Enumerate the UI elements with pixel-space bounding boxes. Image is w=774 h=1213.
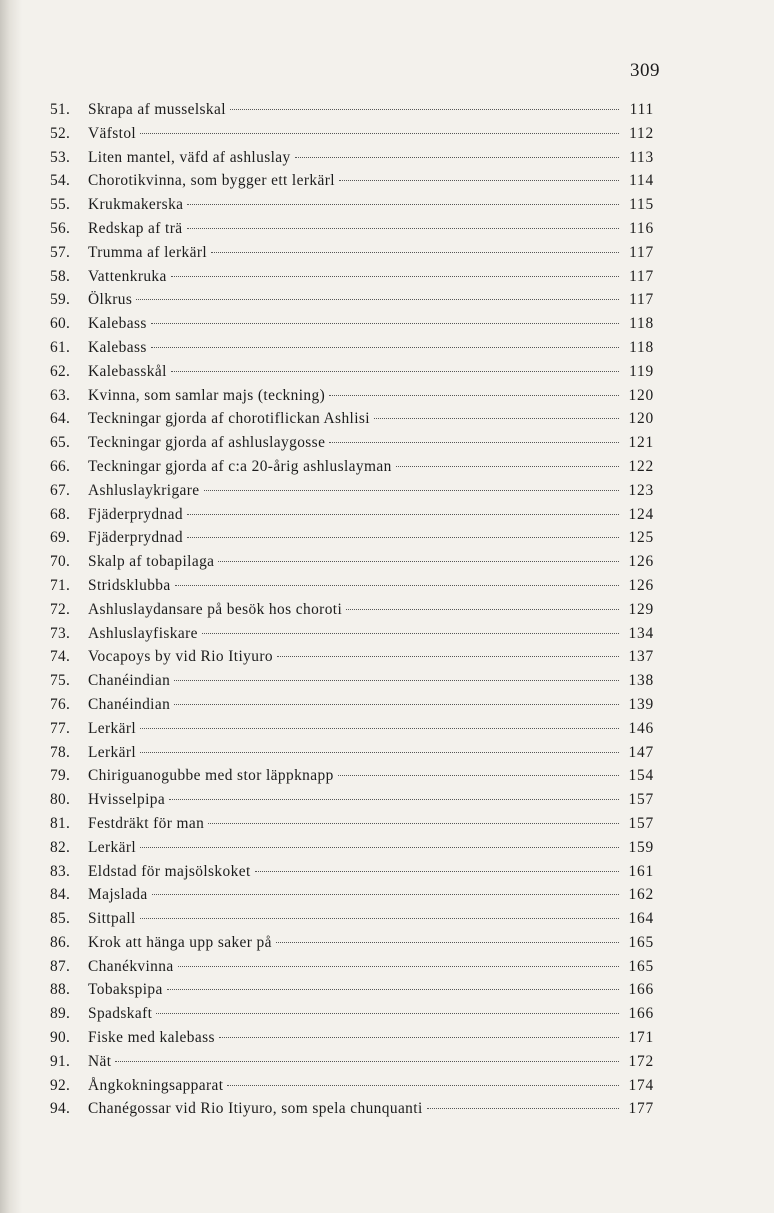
dot-leader — [329, 395, 619, 396]
entry-title: Ashluslaykrigare — [88, 481, 200, 499]
entry-number: 64. — [50, 410, 71, 428]
entry-page-number: 124 — [628, 505, 654, 523]
list-item — [50, 220, 654, 244]
entry-page-number: 139 — [628, 695, 654, 713]
entry-page-number: 162 — [628, 886, 654, 904]
entry-page-number: 120 — [628, 386, 654, 404]
dot-leader — [339, 180, 619, 181]
list-item — [50, 910, 654, 934]
list-item — [50, 458, 654, 482]
dot-leader — [277, 656, 619, 657]
dot-leader — [156, 1013, 619, 1014]
entry-page-number: 146 — [628, 719, 654, 737]
entry-page-number: 113 — [629, 148, 654, 166]
dot-leader — [295, 157, 619, 158]
dot-leader — [151, 347, 619, 348]
entry-title: Liten mantel, väfd af ashluslay — [88, 148, 291, 166]
entry-page-number: 119 — [629, 362, 654, 380]
entry-title: Fjäderprydnad — [88, 505, 183, 523]
dot-leader — [140, 752, 619, 753]
dot-leader — [204, 490, 619, 491]
entry-number: 72. — [50, 600, 71, 618]
dot-leader — [218, 561, 619, 562]
dot-leader — [167, 989, 619, 990]
entry-page-number: 166 — [628, 1005, 654, 1023]
entry-number: 85. — [50, 910, 71, 928]
entry-page-number: 166 — [628, 981, 654, 999]
entry-page-number: 164 — [628, 910, 654, 928]
entry-page-number: 134 — [628, 624, 654, 642]
list-item — [50, 434, 654, 458]
entry-number: 86. — [50, 933, 71, 951]
list-item — [50, 981, 654, 1005]
dot-leader — [171, 371, 619, 372]
list-item — [50, 553, 654, 577]
entry-page-number: 115 — [629, 196, 654, 214]
dot-leader — [187, 204, 619, 205]
entry-title: Kalebass — [88, 338, 147, 356]
entry-title: Trumma af lerkärl — [88, 243, 208, 261]
dot-leader — [152, 894, 619, 895]
entry-number: 54. — [50, 172, 71, 190]
list-item — [50, 863, 654, 887]
dot-leader — [230, 109, 619, 110]
entry-page-number: 117 — [629, 267, 654, 285]
entry-page-number: 126 — [628, 576, 654, 594]
list-item — [50, 244, 654, 268]
list-item — [50, 1005, 654, 1029]
entry-number: 80. — [50, 791, 71, 809]
entry-number: 56. — [50, 219, 71, 237]
entry-title: Hvisselpipa — [88, 791, 166, 809]
entry-number: 55. — [50, 196, 71, 214]
list-item — [50, 696, 654, 720]
list-item — [50, 1077, 654, 1101]
entry-number: 62. — [50, 362, 71, 380]
entry-number: 76. — [50, 695, 71, 713]
entry-page-number: 161 — [628, 862, 654, 880]
list-item — [50, 387, 654, 411]
entry-page-number: 117 — [629, 243, 654, 261]
entry-number: 88. — [50, 981, 71, 999]
entry-number: 71. — [50, 576, 71, 594]
entry-page-number: 125 — [628, 529, 654, 547]
entry-number: 94. — [50, 1100, 71, 1118]
entry-title: Fiske med kalebass — [88, 1029, 215, 1047]
entry-number: 82. — [50, 838, 71, 856]
page-gutter-shadow — [0, 0, 22, 1213]
entry-page-number: 129 — [628, 600, 654, 618]
entry-number: 81. — [50, 814, 71, 832]
entry-number: 89. — [50, 1005, 71, 1023]
dot-leader — [427, 1108, 619, 1109]
dot-leader — [115, 1061, 619, 1062]
list-item — [50, 291, 654, 315]
dot-leader — [219, 1037, 619, 1038]
dot-leader — [187, 537, 619, 538]
entry-title: Chanékvinna — [88, 957, 174, 975]
dot-leader — [174, 704, 619, 705]
entry-number: 77. — [50, 719, 71, 737]
list-item — [50, 815, 654, 839]
list-item — [50, 410, 654, 434]
entry-page-number: 120 — [628, 410, 654, 428]
entry-title: Lerkärl — [88, 743, 137, 761]
entry-title: Krukmakerska — [88, 196, 184, 214]
entry-title: Kalebass — [88, 315, 147, 333]
entry-title: Kvinna, som samlar majs (teckning) — [88, 386, 326, 404]
entry-page-number: 114 — [629, 172, 654, 190]
entry-page-number: 121 — [628, 434, 654, 452]
entry-title: Ångkokningsapparat — [88, 1076, 224, 1094]
dot-leader — [140, 847, 619, 848]
dot-leader — [338, 775, 619, 776]
list-item — [50, 767, 654, 791]
entry-number: 66. — [50, 457, 71, 475]
entry-number: 90. — [50, 1029, 71, 1047]
list-item — [50, 363, 654, 387]
entry-page-number: 154 — [628, 767, 654, 785]
list-item — [50, 744, 654, 768]
entry-title: Chanéindian — [88, 695, 171, 713]
entry-title: Festdräkt för man — [88, 814, 205, 832]
list-item — [50, 672, 654, 696]
list-item — [50, 791, 654, 815]
entry-page-number: 171 — [628, 1029, 654, 1047]
page-number: 309 — [630, 60, 660, 81]
list-item — [50, 934, 654, 958]
dot-leader — [187, 228, 620, 229]
list-item — [50, 839, 654, 863]
entry-title: Ashluslaydansare på besök hos choroti — [88, 600, 343, 618]
entry-number: 52. — [50, 124, 71, 142]
entry-page-number: 165 — [628, 933, 654, 951]
entry-page-number: 116 — [629, 219, 654, 237]
entry-page-number: 157 — [628, 814, 654, 832]
entry-number: 59. — [50, 291, 71, 309]
entry-title: Vattenkruka — [88, 267, 167, 285]
entry-title: Lerkärl — [88, 719, 137, 737]
dot-leader — [346, 609, 619, 610]
entry-page-number: 118 — [629, 338, 654, 356]
list-item — [50, 172, 654, 196]
entry-number: 74. — [50, 648, 71, 666]
dot-leader — [329, 442, 619, 443]
entry-number: 63. — [50, 386, 71, 404]
list-item — [50, 125, 654, 149]
list-item — [50, 268, 654, 292]
entry-title: Teckningar gjorda af c:a 20-årig ashluslayman — [88, 457, 392, 475]
entry-number: 60. — [50, 315, 71, 333]
entry-page-number: 122 — [628, 457, 654, 475]
entry-number: 84. — [50, 886, 71, 904]
dot-leader — [202, 633, 619, 634]
entry-page-number: 123 — [628, 481, 654, 499]
entry-title: Tobakspipa — [88, 981, 163, 999]
illustration-list — [50, 101, 654, 1124]
list-item — [50, 1053, 654, 1077]
entry-page-number: 126 — [628, 553, 654, 571]
entry-title: Chiriguanogubbe med stor läppknapp — [88, 767, 334, 785]
list-item — [50, 577, 654, 601]
dot-leader — [187, 514, 619, 515]
dot-leader — [211, 252, 619, 253]
entry-number: 57. — [50, 243, 71, 261]
entry-title: Skalp af tobapilaga — [88, 553, 215, 571]
entry-title: Stridsklubba — [88, 576, 171, 594]
entry-page-number: 172 — [628, 1052, 654, 1070]
dot-leader — [276, 942, 619, 943]
list-item — [50, 482, 654, 506]
entry-number: 70. — [50, 553, 71, 571]
entry-title: Ölkrus — [88, 291, 133, 309]
list-item — [50, 339, 654, 363]
list-item — [50, 315, 654, 339]
dot-leader — [171, 276, 619, 277]
list-item — [50, 1100, 654, 1124]
entry-title: Chorotikvinna, som bygger ett lerkärl — [88, 172, 335, 190]
entry-title: Vocapoys by vid Rio Itiyuro — [88, 648, 273, 666]
entry-page-number: 177 — [628, 1100, 654, 1118]
entry-page-number: 138 — [628, 672, 654, 690]
entry-page-number: 118 — [629, 315, 654, 333]
list-item — [50, 625, 654, 649]
dot-leader — [140, 133, 619, 134]
entry-number: 87. — [50, 957, 71, 975]
dot-leader — [396, 466, 619, 467]
entry-number: 83. — [50, 862, 71, 880]
dot-leader — [374, 418, 619, 419]
entry-page-number: 112 — [629, 124, 654, 142]
entry-number: 67. — [50, 481, 71, 499]
list-item — [50, 958, 654, 982]
entry-title: Lerkärl — [88, 838, 137, 856]
entry-page-number: 147 — [628, 743, 654, 761]
entry-title: Nät — [88, 1052, 112, 1070]
entry-number: 58. — [50, 267, 71, 285]
entry-number: 51. — [50, 101, 71, 118]
entry-title: Chanégossar vid Rio Itiyuro, som spela chunquanti — [88, 1100, 423, 1118]
entry-number: 73. — [50, 624, 71, 642]
entry-title: Redskap af trä — [88, 219, 183, 237]
entry-number: 75. — [50, 672, 71, 690]
entry-page-number: 117 — [629, 291, 654, 309]
dot-leader — [151, 323, 619, 324]
dot-leader — [169, 799, 619, 800]
entry-title: Skrapa af musselskal — [88, 101, 226, 118]
list-item — [50, 149, 654, 173]
list-item — [50, 506, 654, 530]
entry-number: 92. — [50, 1076, 71, 1094]
entry-title: Spadskaft — [88, 1005, 153, 1023]
entry-page-number: 174 — [628, 1076, 654, 1094]
entry-title: Sittpall — [88, 910, 136, 928]
entry-page-number: 159 — [628, 838, 654, 856]
list-item — [50, 529, 654, 553]
dot-leader — [208, 823, 619, 824]
entry-page-number: 165 — [628, 957, 654, 975]
list-item — [50, 720, 654, 744]
entry-page-number: 137 — [628, 648, 654, 666]
entry-number: 53. — [50, 148, 71, 166]
dot-leader — [175, 585, 619, 586]
entry-title: Fjäderprydnad — [88, 529, 183, 547]
dot-leader — [255, 871, 619, 872]
entry-title: Krok att hänga upp saker på — [88, 933, 272, 951]
entry-title: Ashluslayfiskare — [88, 624, 198, 642]
list-item — [50, 648, 654, 672]
entry-page-number: 111 — [629, 101, 654, 118]
entry-number: 91. — [50, 1052, 71, 1070]
entry-number: 79. — [50, 767, 71, 785]
dot-leader — [227, 1085, 619, 1086]
entry-title: Chanéindian — [88, 672, 171, 690]
dot-leader — [174, 680, 619, 681]
dot-leader — [178, 966, 619, 967]
entry-number: 65. — [50, 434, 71, 452]
list-item — [50, 196, 654, 220]
dot-leader — [136, 299, 619, 300]
entry-page-number: 157 — [628, 791, 654, 809]
entry-title: Kalebasskål — [88, 362, 167, 380]
entry-number: 68. — [50, 505, 71, 523]
list-item — [50, 101, 654, 125]
entry-title: Väfstol — [88, 124, 137, 142]
entry-title: Teckningar gjorda af ashluslaygosse — [88, 434, 326, 452]
entry-number: 78. — [50, 743, 71, 761]
list-item — [50, 886, 654, 910]
list-item — [50, 601, 654, 625]
list-item — [50, 1029, 654, 1053]
dot-leader — [140, 728, 619, 729]
dot-leader — [140, 918, 619, 919]
entry-title: Teckningar gjorda af chorotiflickan Ashlisi — [88, 410, 370, 428]
entry-number: 61. — [50, 338, 71, 356]
entry-title: Eldstad för majsölskoket — [88, 862, 251, 880]
entry-title: Majslada — [88, 886, 148, 904]
entry-number: 69. — [50, 529, 71, 547]
